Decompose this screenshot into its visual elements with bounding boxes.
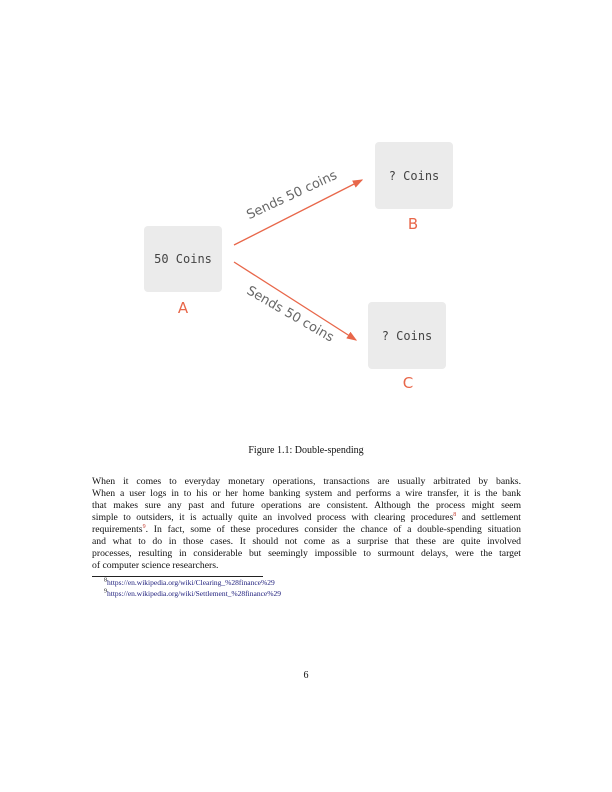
node-c-box	[368, 302, 446, 369]
node-a-label: A	[177, 299, 189, 317]
body-paragraph	[92, 476, 521, 572]
text-line	[92, 512, 521, 524]
text-line: When it comes to everyday monetary operations, transactions are usually arbitrated by banks.	[92, 476, 521, 487]
text-line: that makes sure any past and future operations are consistent. Although the process might seem	[92, 500, 521, 511]
node-c-label: C	[402, 374, 414, 392]
node-b-label: B	[407, 215, 419, 233]
node-a-box	[144, 226, 222, 292]
text-line: processes, resulting in considerable but seemingly impossible to surmount delays, were the target	[92, 548, 521, 559]
edge-label-a-c: Sends 50 coins	[243, 283, 337, 346]
footnote-ref-9[interactable]: 9	[142, 523, 146, 530]
footnote-link[interactable]: https://en.wikipedia.org/wiki/Clearing_%28finance%29	[107, 578, 275, 587]
footnote-number: 8	[104, 577, 107, 584]
footnote-8	[104, 578, 275, 587]
node-b-box	[375, 142, 453, 209]
text-line: and what to do in those cases. It should not come as a surprise that these are quite involved	[92, 536, 521, 547]
page-number: 6	[303, 670, 309, 681]
text-span: simple to outsiders, it is actually quite an involved process with clearing procedures	[92, 512, 454, 523]
node-b-value: ? Coins	[388, 168, 440, 183]
footnote-rule	[92, 576, 263, 577]
text-span: and settlement	[456, 512, 521, 523]
figure-caption: Figure 1.1: Double-spending	[248, 445, 364, 456]
footnote-link[interactable]: https://en.wikipedia.org/wiki/Settlement_%28finance%29	[107, 589, 281, 598]
text-span: requirements	[92, 524, 143, 535]
text-span: . In fact, some of these procedures consider the chance of a double-spending situation	[145, 524, 521, 535]
node-c-value: ? Coins	[381, 328, 433, 343]
footnote-ref-8[interactable]: 8	[453, 511, 457, 518]
node-a-value: 50 Coins	[154, 252, 212, 266]
footnote-number: 9	[104, 588, 107, 595]
edge-label-a-b: Sends 50 coins	[244, 167, 340, 224]
text-line	[92, 524, 521, 536]
footnote-9	[104, 589, 281, 598]
text-line: When a user logs in to his or her home banking system and performs a wire transfer, it is the bank	[92, 488, 521, 499]
text-line: of computer science researchers.	[92, 560, 219, 571]
